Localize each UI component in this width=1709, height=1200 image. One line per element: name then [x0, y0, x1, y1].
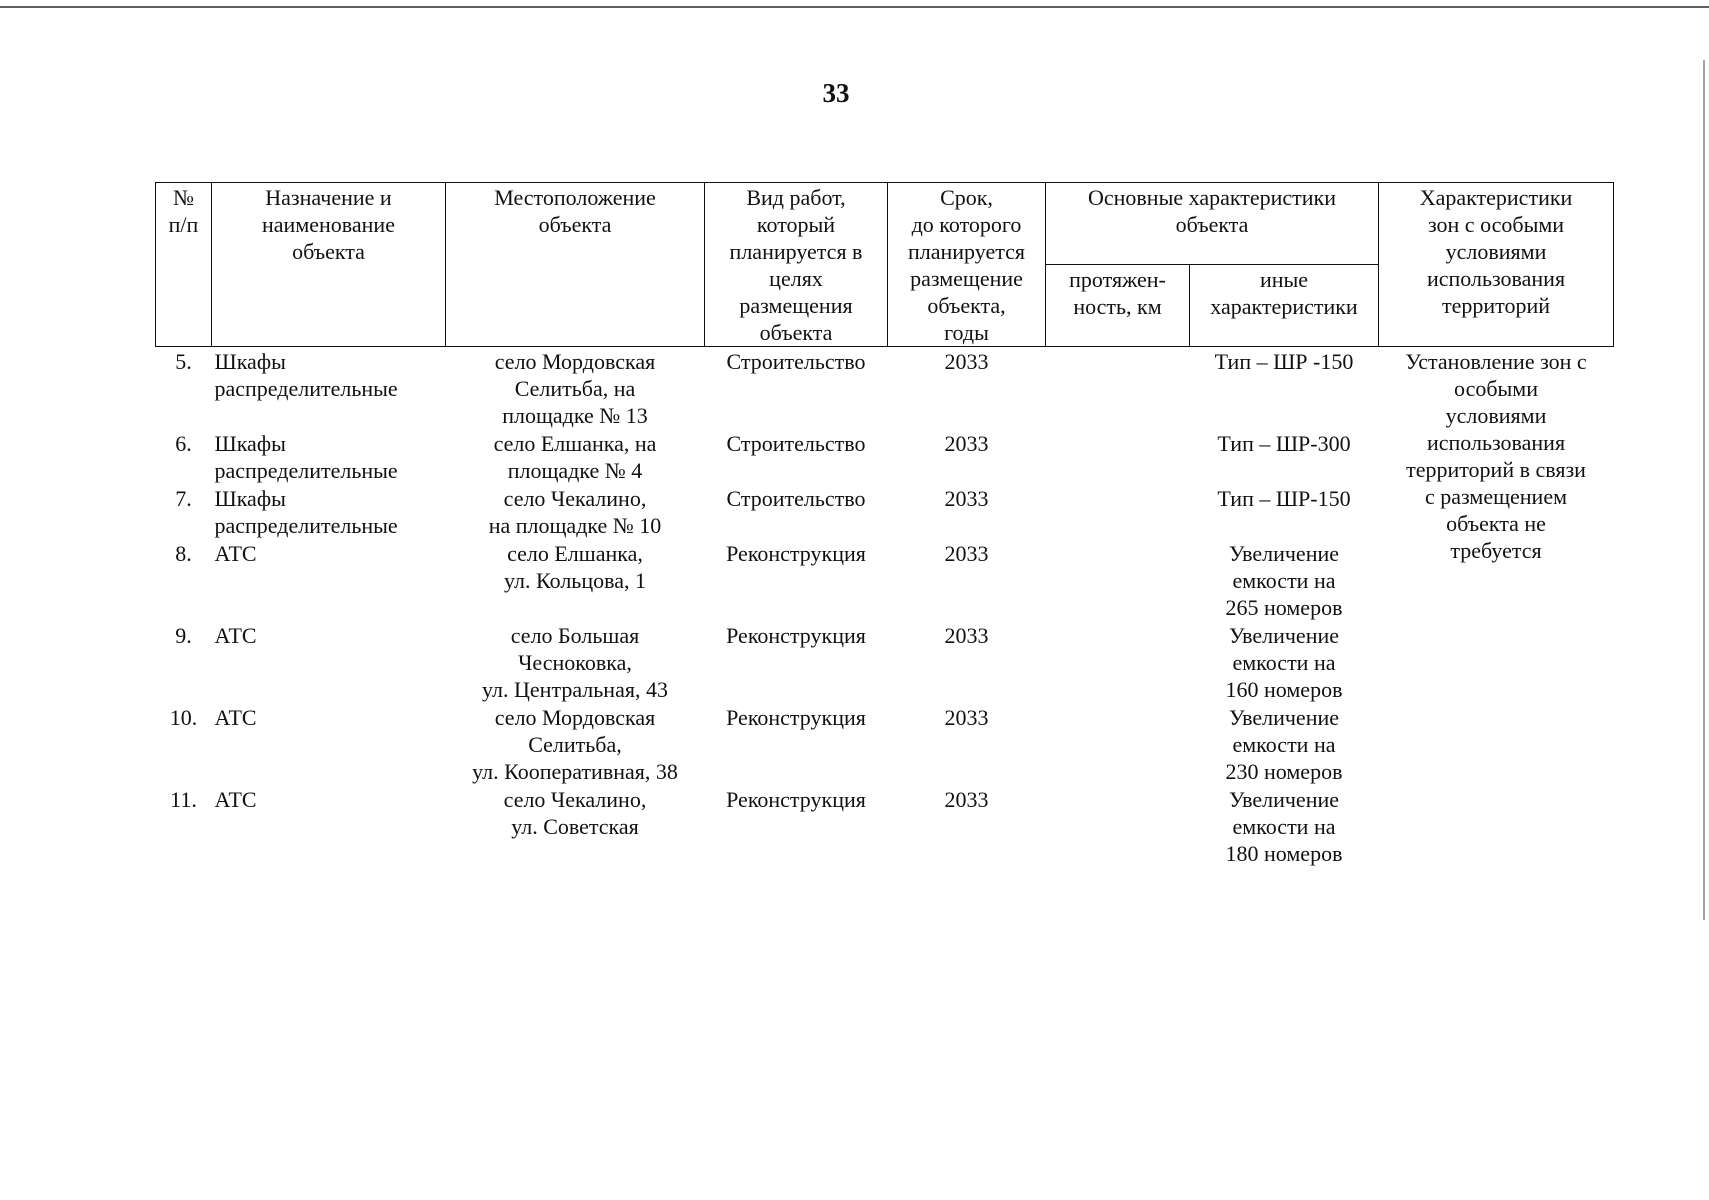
term-year: 2033 [944, 705, 989, 730]
page-number: 33 [822, 78, 850, 108]
object-name: Шкафы распределительные [214, 486, 398, 538]
work-type: Реконструкция [726, 705, 866, 730]
term-year: 2033 [944, 486, 989, 511]
length-km [1046, 621, 1190, 703]
length-km [1046, 785, 1190, 867]
other-characteristics: Увеличение емкости на 160 номеров [1225, 623, 1343, 702]
object-name: Шкафы распределительные [214, 431, 398, 483]
row-number: 6. [175, 431, 192, 456]
term-year: 2033 [944, 541, 989, 566]
header-location: Местоположение объекта [446, 183, 705, 347]
row-number: 11. [170, 787, 197, 812]
other-characteristics: Увеличение емкости на 265 номеров [1225, 541, 1343, 620]
row-number: 10. [169, 705, 198, 730]
work-type: Реконструкция [726, 787, 866, 812]
other-characteristics: Тип – ШР -150 [1214, 349, 1354, 374]
term-year: 2033 [944, 787, 989, 812]
scan-border-line [0, 6, 1709, 8]
header-zones: Характеристики зон с особыми условиями использования территорий [1379, 183, 1614, 347]
row-number: 9. [175, 623, 192, 648]
other-characteristics: Увеличение емкости на 180 номеров [1225, 787, 1343, 866]
work-type: Реконструкция [726, 623, 866, 648]
object-location: село Елшанка, на площадке № 4 [493, 431, 657, 483]
objects-table [155, 182, 1614, 867]
length-km [1046, 484, 1190, 539]
work-type: Строительство [726, 431, 866, 456]
header-term: Срок, до которого планируется размещение объекта, годы [888, 183, 1046, 347]
row-number: 7. [175, 486, 192, 511]
work-type: Строительство [726, 486, 866, 511]
object-location: село Чекалино, ул. Советская [503, 787, 647, 839]
scan-edge-shadow [1703, 60, 1705, 920]
row-number: 5. [175, 349, 192, 374]
object-name: Шкафы распределительные [214, 349, 398, 401]
term-year: 2033 [944, 623, 989, 648]
header-number: № п/п [156, 183, 212, 347]
object-location: село Елшанка, ул. Кольцова, 1 [504, 541, 646, 593]
length-km [1046, 347, 1190, 430]
term-year: 2033 [944, 349, 989, 374]
header-work-type: Вид работ, который планируется в целях размещения объекта [705, 183, 888, 347]
object-name: АТС [214, 623, 257, 648]
header-length: протяжен- ность, км [1046, 265, 1190, 347]
object-name: АТС [214, 787, 257, 812]
other-characteristics: Тип – ШР-150 [1217, 486, 1351, 511]
work-type: Строительство [726, 349, 866, 374]
header-other-characteristics: иные характеристики [1190, 265, 1379, 347]
table-row [156, 347, 1614, 430]
zone-characteristics: Установление зон с особыми условиями использования территорий в связи с размещением объекта не требуется [1405, 349, 1587, 563]
length-km [1046, 429, 1190, 484]
object-location: село Чекалино, на площадке № 10 [488, 486, 662, 538]
object-name: АТС [214, 705, 257, 730]
object-location: село Мордовская Селитьба, ул. Кооперативная, 38 [472, 705, 678, 784]
object-location: село Мордовская Селитьба, на площадке № 13 [494, 349, 656, 428]
object-location: село Большая Чесноковка, ул. Центральная, 43 [482, 623, 668, 702]
header-main-characteristics: Основные характеристики объекта [1046, 183, 1379, 265]
table-header [156, 183, 1614, 347]
other-characteristics: Тип – ШР-300 [1217, 431, 1351, 456]
object-name: АТС [214, 541, 257, 566]
term-year: 2033 [944, 431, 989, 456]
length-km [1046, 703, 1190, 785]
row-number: 8. [175, 541, 192, 566]
length-km [1046, 539, 1190, 621]
header-name: Назначение и наименование объекта [212, 183, 446, 347]
other-characteristics: Увеличение емкости на 230 номеров [1225, 705, 1343, 784]
work-type: Реконструкция [726, 541, 866, 566]
table-body [156, 347, 1614, 868]
